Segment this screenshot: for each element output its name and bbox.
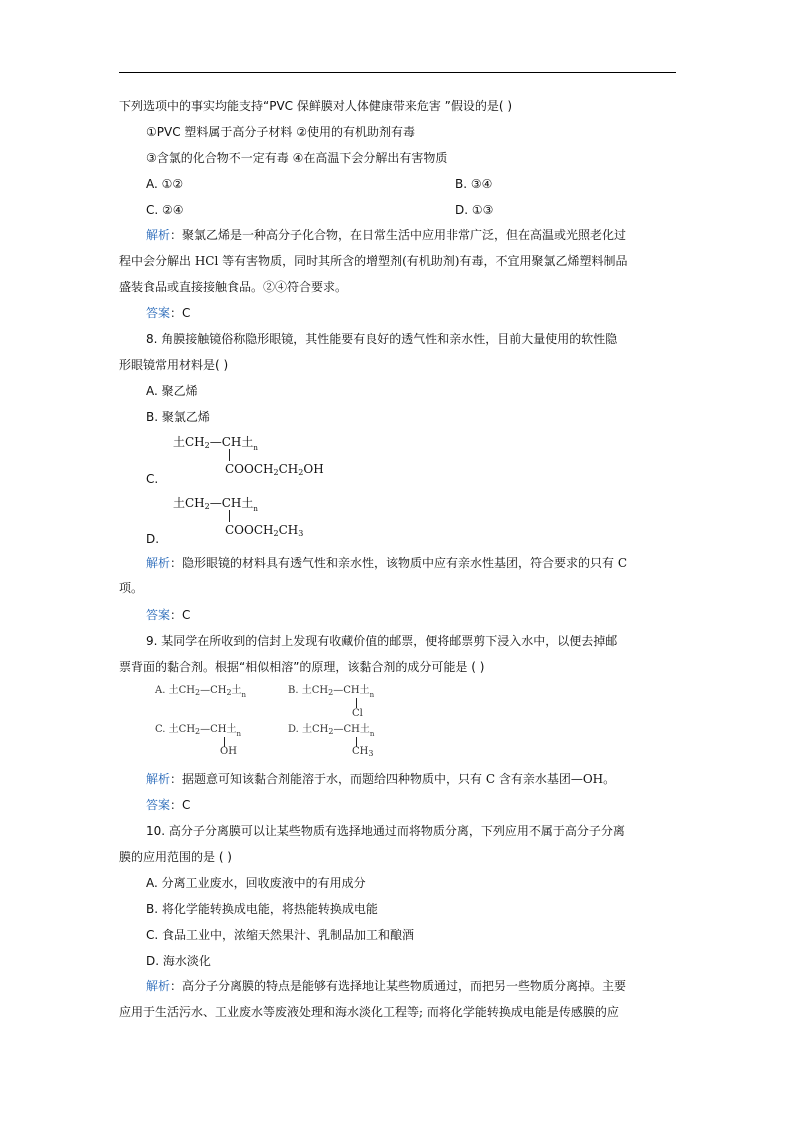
header-rule xyxy=(119,72,676,73)
q7-analysis-line2: 程中会分解出 HCl 等有害物质，同时其所含的增塑剂(有机助剂)有毒，不宜用聚氯乙烯塑料制品 xyxy=(119,254,628,268)
q7-analysis-line1: 解析：聚氯乙烯是一种高分子化合物，在日常生活中应用非常广泛，但在高温或光照老化过 xyxy=(146,228,627,242)
q7-option-d: D. ①③ xyxy=(455,203,494,217)
analysis-label: 解析 xyxy=(146,556,171,570)
q7-option-a: A. ①② xyxy=(146,177,184,191)
q8-c-side-group: $COOCH_2CH_2OH$ xyxy=(225,462,324,477)
answer-label: 答案 xyxy=(146,798,171,812)
q9-b-bond xyxy=(356,698,357,708)
q10-analysis-line2: 应用于生活污水、工业废水等废液处理和海水淡化工程等; 而将化学能转换成电能是传感膜的应 xyxy=(119,1005,619,1019)
q8-option-b: B. 聚氯乙烯 xyxy=(146,410,210,424)
analysis-label: 解析 xyxy=(146,228,171,242)
q7-option-b: B. ③④ xyxy=(455,177,493,191)
q8-d-side-group: $COOCH_2CH_3$ xyxy=(225,523,304,538)
q8-option-c: C. xyxy=(146,472,159,486)
analysis-label: 解析 xyxy=(146,979,171,993)
q9-option-a: A. ⼟$CH_2—CH_2$⼟$_n$ xyxy=(155,685,247,699)
q7-facts-line1: ①PVC 塑料属于高分子材料 ②使用的有机助剂有毒 xyxy=(146,125,415,139)
q10-stem-line1: 10. 高分子分离膜可以让某些物质有选择地通过而将物质分离，下列应用不属于高分子分离 xyxy=(146,824,625,838)
q8-c-polymer-chain: ⼟$CH_2—CH$⼟$_n$ xyxy=(173,435,258,452)
q9-answer: 答案：C xyxy=(146,798,191,812)
q9-option-b: B. ⼟$CH_2—CH$⼟$_n$ xyxy=(288,685,375,699)
q9-option-d: D. ⼟$CH_2—CH$⼟$_n$ xyxy=(288,724,375,738)
q10-option-a: A. 分离工业废水，回收废液中的有用成分 xyxy=(146,876,366,890)
q7-stem: 下列选项中的事实均能支持“PVC 保鲜膜对人体健康带来危害 ”假设的是( ) xyxy=(119,99,513,113)
q10-stem-line2: 膜的应用范围的是 ( ) xyxy=(119,850,232,864)
q10-option-d: D. 海水淡化 xyxy=(146,954,211,968)
q8-d-polymer-chain: ⼟$CH_2—CH$⼟$_n$ xyxy=(173,496,258,513)
q8-answer: 答案：C xyxy=(146,608,191,622)
q8-stem-line2: 形眼镜常用材料是( ) xyxy=(119,358,229,372)
q10-analysis-line1: 解析：高分子分离膜的特点是能够有选择地让某些物质通过，而把另一些物质分离掉。主要 xyxy=(146,979,627,993)
q8-analysis-line2: 项。 xyxy=(119,581,144,595)
q8-d-bond xyxy=(229,510,230,522)
analysis-label: 解析 xyxy=(146,772,171,786)
q9-analysis-line1: 解析：据题意可知该黏合剂能溶于水，而题给四种物质中，只有 C 含有亲水基团—OH。 xyxy=(146,772,616,786)
q8-option-a: A. 聚乙烯 xyxy=(146,384,198,398)
q9-d-substituent: $CH_3$ xyxy=(352,746,374,758)
q9-c-substituent: OH xyxy=(220,746,237,757)
q8-option-d: D. xyxy=(146,532,160,546)
q9-b-substituent: Cl xyxy=(352,708,363,719)
q7-facts-line2: ③含氯的化合物不一定有毒 ④在高温下会分解出有害物质 xyxy=(146,151,448,165)
q7-analysis-line3: 盛装食品或直接接触食品。②④符合要求。 xyxy=(119,280,348,294)
q8-analysis-line1: 解析：隐形眼镜的材料具有透气性和亲水性，该物质中应有亲水性基团，符合要求的只有 C xyxy=(146,556,628,570)
answer-label: 答案 xyxy=(146,306,171,320)
answer-label: 答案 xyxy=(146,608,171,622)
q9-stem-line1: 9. 某同学在所收到的信封上发现有收藏价值的邮票，便将邮票剪下浸入水中，以便去掉邮 xyxy=(146,634,618,648)
q7-option-c: C. ②④ xyxy=(146,203,184,217)
q7-answer: 答案：C xyxy=(146,306,191,320)
q8-c-bond xyxy=(229,449,230,461)
q10-option-b: B. 将化学能转换成电能，将热能转换成电能 xyxy=(146,902,378,916)
q10-option-c: C. 食品工业中，浓缩天然果汁、乳制品加工和酿酒 xyxy=(146,928,415,942)
q8-stem-line1: 8. 角膜接触镜俗称隐形眼镜，其性能要有良好的透气性和亲水性，目前大量使用的软性隐 xyxy=(146,332,618,346)
q9-option-c: C. ⼟$CH_2—CH$⼟$_n$ xyxy=(155,724,242,738)
q9-stem-line2: 票背面的黏合剂。根据“相似相溶”的原理，该黏合剂的成分可能是 ( ) xyxy=(119,660,485,674)
